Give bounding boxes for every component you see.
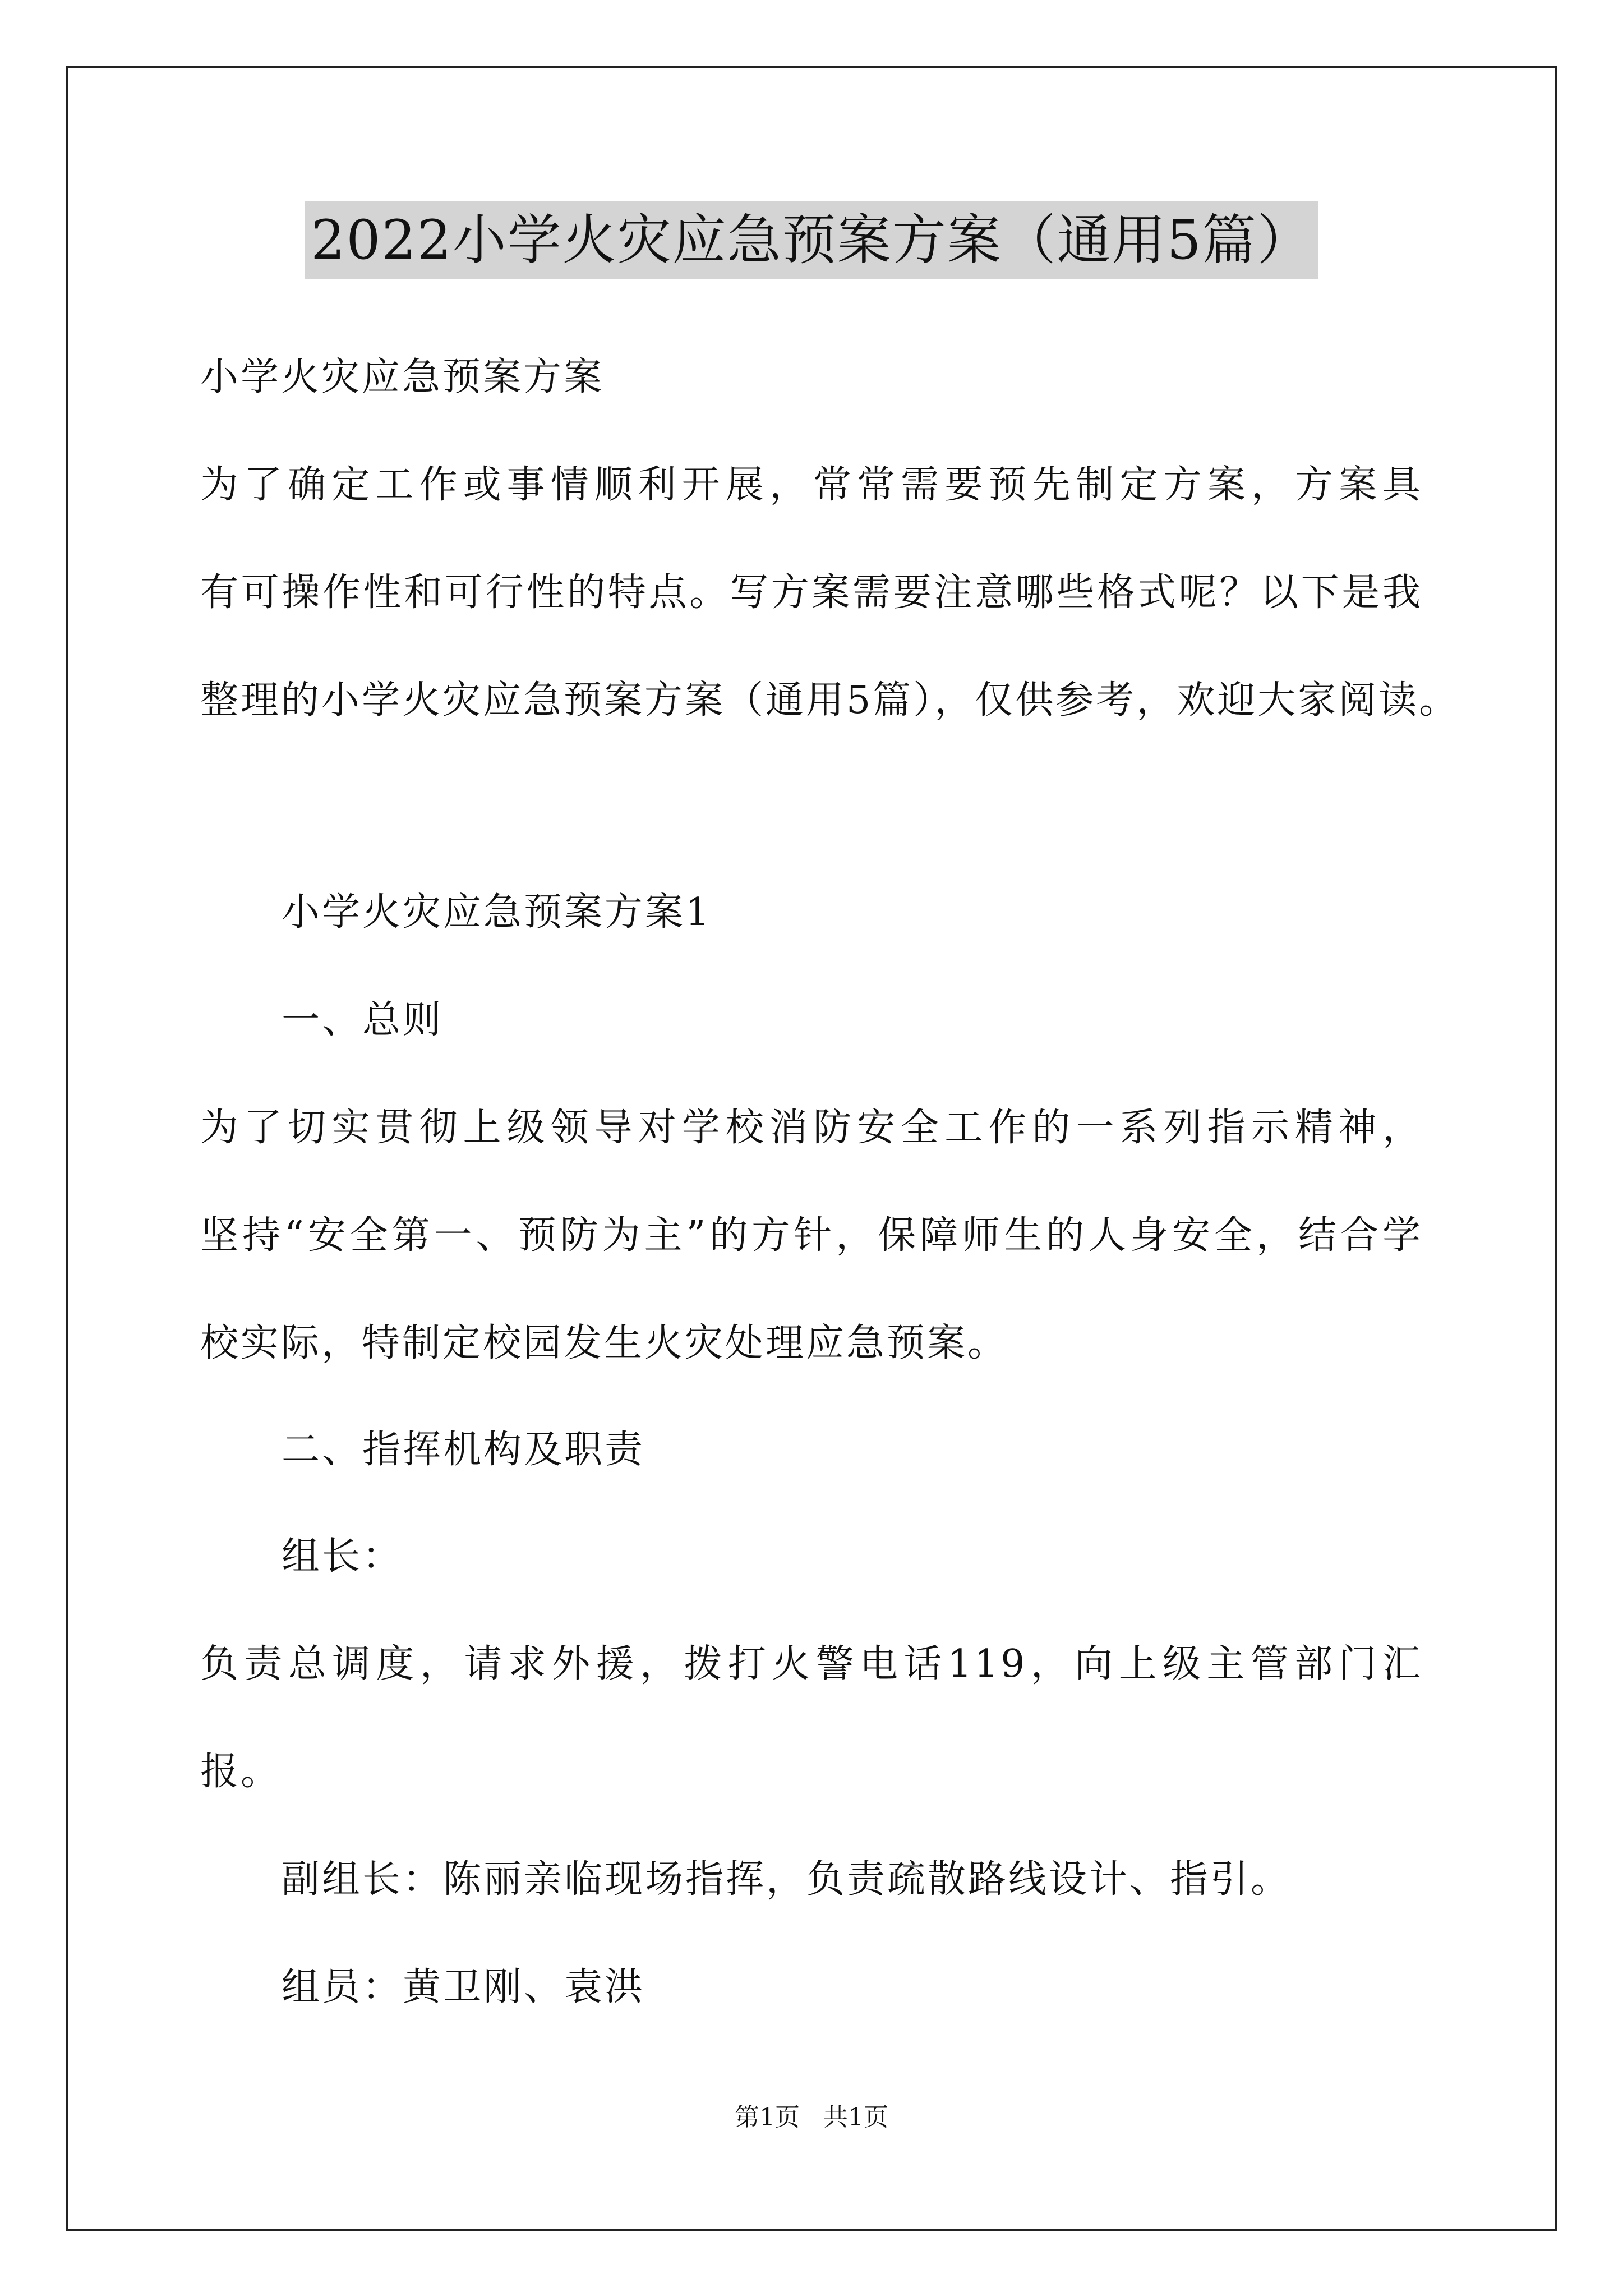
leader-label: 组长：: [282, 1534, 403, 1579]
page-footer: 第1页 共1页: [735, 2103, 888, 2132]
heading-command: 二、指挥机构及职责: [282, 1428, 645, 1472]
members-line: 组员：黄卫刚、袁洪: [282, 1965, 645, 2009]
heading-general: 一、总则: [282, 998, 444, 1042]
intro-line-1: 为了确定工作或事情顺利开展，常常需要预先制定方案，方案具: [200, 463, 1423, 507]
leader-duty-line-2: 报。: [200, 1750, 282, 1794]
general-line-3: 校实际，特制定校园发生火灾处理应急预案。: [200, 1321, 1008, 1365]
general-line-1: 为了切实贯彻上级领导对学校消防安全工作的一系列指示精神，: [200, 1106, 1423, 1150]
section-title: 小学火灾应急预案方案1: [282, 890, 712, 935]
title-wrap: [0, 201, 1623, 279]
leader-duty-line-1: 负责总调度，请求外援，拨打火警电话119，向上级主管部门汇: [200, 1642, 1423, 1686]
intro-line-3: 整理的小学火灾应急预案方案（通用5篇），仅供参考，欢迎大家阅读。: [200, 678, 1460, 723]
deputy-line: 副组长：陈丽亲临现场指挥，负责疏散路线设计、指引。: [282, 1857, 1292, 1902]
document-title: 2022小学火灾应急预案方案（通用5篇）: [305, 201, 1317, 279]
general-line-2: 坚持“安全第一、预防为主”的方针，保障师生的人身安全，结合学: [200, 1213, 1423, 1258]
intro-line-2: 有可操作性和可行性的特点。写方案需要注意哪些格式呢？以下是我: [200, 570, 1423, 615]
document-subtitle: 小学火灾应急预案方案: [200, 355, 605, 399]
